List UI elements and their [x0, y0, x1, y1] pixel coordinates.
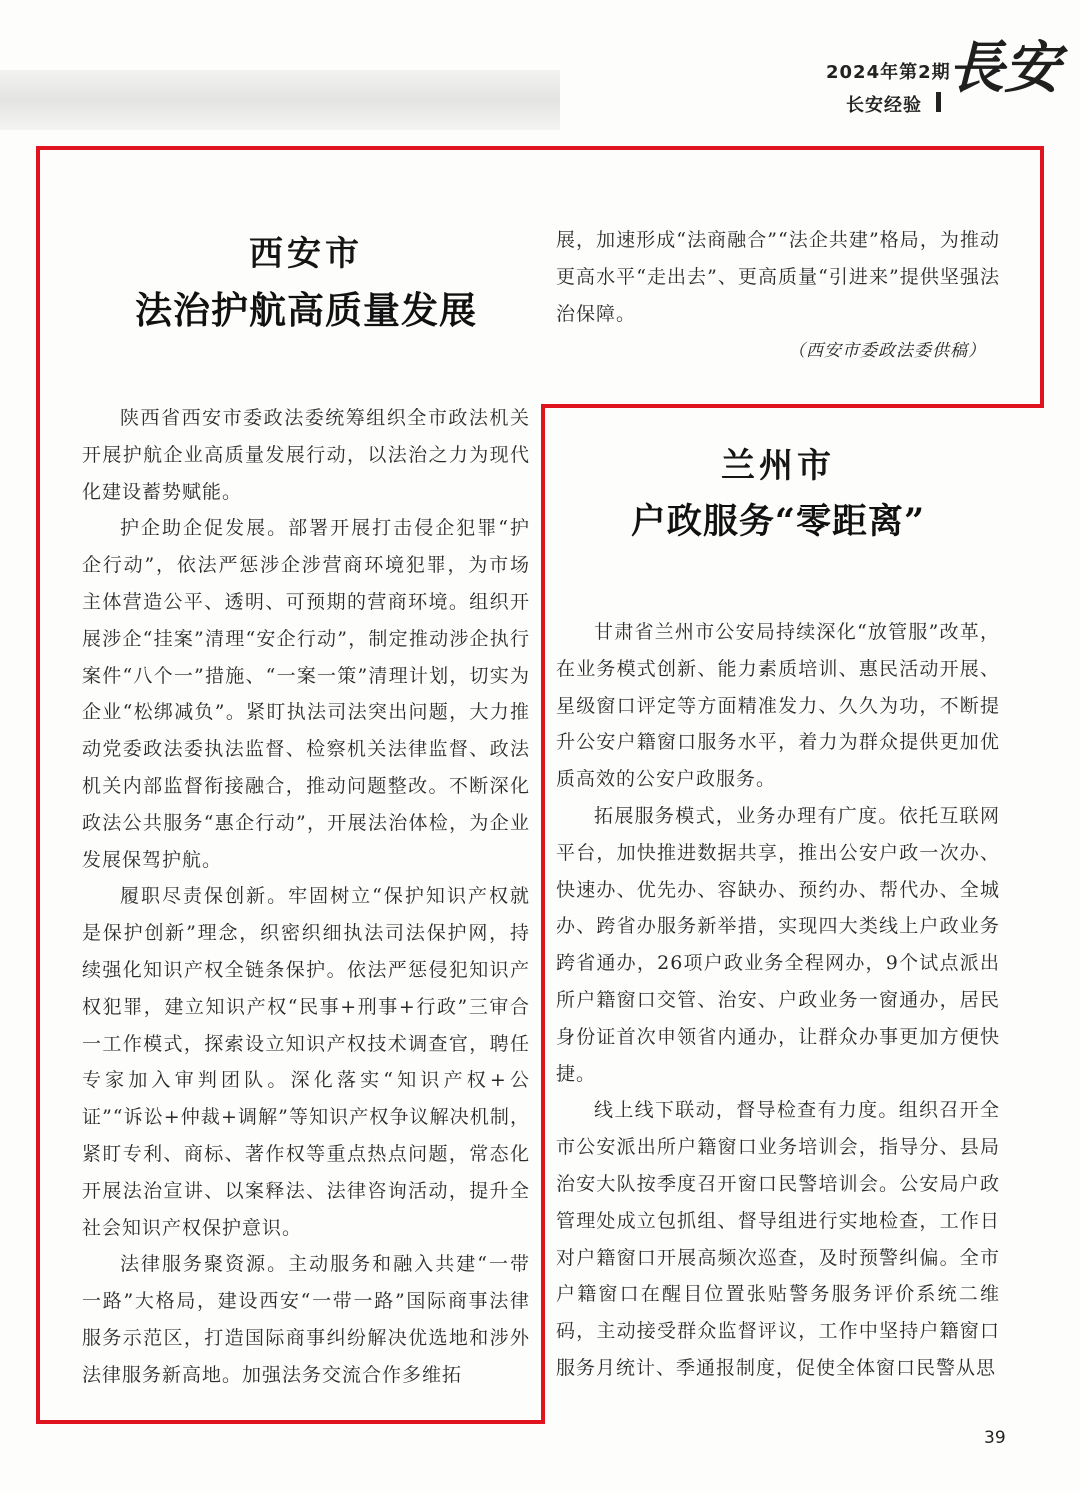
highlight-frame-bottom: [36, 1420, 544, 1424]
article2-paragraph: 甘肃省兰州市公安局持续深化“放管服”改革，在业务模式创新、能力素质培训、惠民活动开展、星级窗口评定等方面精准发力、久久为功，不断提升公安户籍窗口服务水平，着力为群众提供更加优质高效的公安户政服务。: [556, 621, 1000, 791]
article1-continuation-text: 展，加速形成“法商融合”“法企共建”格局，为推动更高水平“走出去”、更高质量“引进来”提供坚强法治保障。: [556, 229, 1000, 325]
highlight-frame-middle: [541, 404, 545, 1424]
article1-credit: （西安市委政法委供稿）: [788, 341, 986, 361]
article1-body: [82, 400, 530, 1394]
header-divider: [936, 92, 941, 112]
highlight-frame-right: [1040, 146, 1044, 408]
page-number: 39: [984, 1428, 1006, 1448]
highlight-frame-left: [36, 146, 40, 1422]
scan-shadow: [0, 70, 560, 130]
article1-paragraph: 法律服务聚资源。主动服务和融入共建“一带一路”大格局，建设西安“一带一路”国际商事法律服务示范区，打造国际商事纠纷解决优选地和涉外法律服务新高地。加强法务交流合作多维拓: [82, 1253, 530, 1386]
article2-paragraph: 拓展服务模式，业务办理有广度。依托互联网平台，加快推进数据共享，推出公安户政一次办、快速办、优先办、容缺办、预约办、帮代办、全城办、跨省办服务新举措，实现四大类线上户政业务跨省通办，26项户政业务全程网办，9个试点派出所户籍窗口交管、治安、户政业务一窗通办，居民身份证首次申领省内通办，让群众办事更加方便快捷。: [556, 804, 1000, 1085]
section-label: 长安经验: [846, 95, 922, 116]
article1-paragraph: 陕西省西安市委政法委统筹组织全市政法机关开展护航企业高质量发展行动，以法治之力为现代化建设蓄势赋能。: [82, 407, 530, 503]
magazine-logo: 長安: [948, 35, 1060, 101]
article2-title-main: 户政服务“零距离”: [630, 501, 926, 542]
article2-body: [556, 614, 1000, 1387]
article1-continuation: [556, 222, 1000, 332]
article1-paragraph: 护企助企促发展。部署开展打击侵企犯罪“护企行动”，依法严惩涉企涉营商环境犯罪，为市场主体营造公平、透明、可预期的营商环境。组织开展涉企“挂案”清理“安企行动”，制定推动涉企执行案件“八个一”措施、“一案一策”清理计划，切实为企业“松绑减负”。紧盯执法司法突出问题，大力推动党委政法委执法监督、检察机关法律监督、政法机关内部监督衔接融合，推动问题整改。不断深化政法公共服务“惠企行动”，开展法治体检，为企业发展保驾护航。: [82, 517, 530, 871]
article1-title-main: 法治护航高质量发展: [135, 288, 477, 332]
article2-title-city: 兰州市: [721, 446, 835, 486]
article1-title-city: 西安市: [249, 234, 363, 274]
highlight-frame-top: [36, 146, 1044, 150]
article2-paragraph: 线上线下联动，督导检查有力度。组织召开全市公安派出所户籍窗口业务培训会，指导分、县局治安大队按季度召开窗口民警培训会。公安局户政管理处成立包抓组、督导组进行实地检查，工作日对户籍窗口开展高频次巡查，及时预警纠偏。全市户籍窗口在醒目位置张贴警务服务评价系统二维码，主动接受群众监督评议，工作中坚持户籍窗口服务月统计、季通报制度，促使全体窗口民警从思: [556, 1099, 1000, 1379]
issue-label: 2024年第2期: [826, 62, 951, 83]
article1-paragraph: 履职尽责保创新。牢固树立“保护知识产权就是保护创新”理念，织密织细执法司法保护网，持续强化知识产权全链条保护。依法严惩侵犯知识产权犯罪，建立知识产权“民事+刑事+行政”三审合一工作模式，探索设立知识产权技术调查官，聘任专家加入审判团队。深化落实“知识产权+公证”“诉讼+仲裁+调解”等知识产权争议解决机制，紧盯专利、商标、著作权等重点热点问题，常态化开展法治宣讲、以案释法、法律咨询活动，提升全社会知识产权保护意识。: [82, 885, 530, 1239]
highlight-frame-step: [541, 404, 1044, 408]
